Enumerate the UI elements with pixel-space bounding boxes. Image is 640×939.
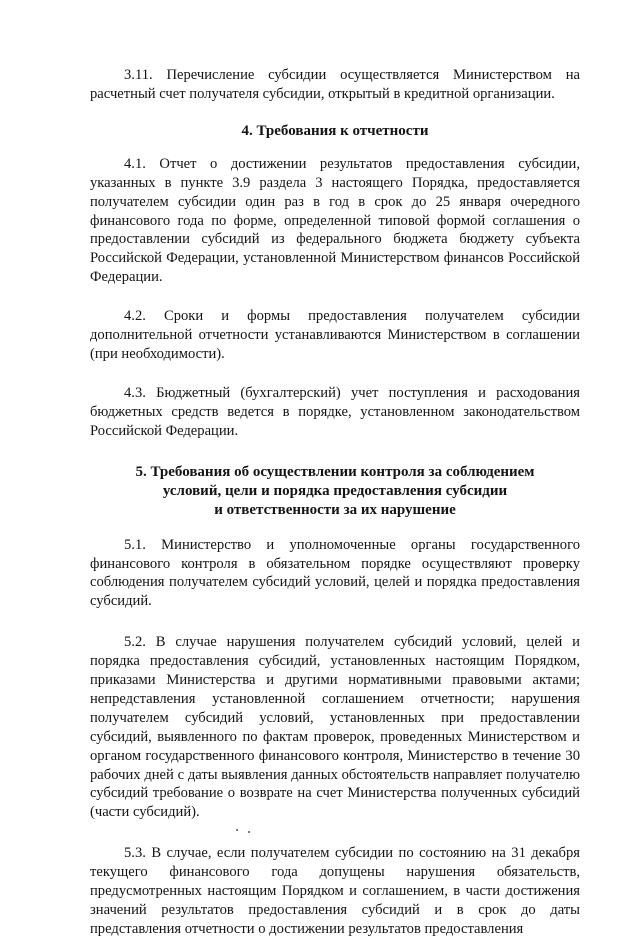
- section-5-title: [90, 463, 580, 520]
- section-5-title-line-1: 5. Требования об осуществлении контроля за соблюдением: [135, 463, 535, 480]
- section-4-title: 4. Требования к отчетности: [241, 122, 429, 139]
- paragraph-3-11: 3.11. Перечисление субсидии осуществляется Министерством на расчетный счет получателя субсидии, открытый в кредитной организации.: [90, 67, 580, 102]
- paragraph-5-1: 5.1. Министерство и уполномоченные органы государственного финансового контроля в обязательном порядке осуществляют проверку соблюдения получателем субсидий условий, целей и порядка предоставления субсидий.: [90, 536, 580, 610]
- scan-speck: [236, 829, 238, 831]
- section-5-title-line-3: и ответственности за их нарушение: [214, 501, 456, 518]
- paragraph-4-3: 4.3. Бюджетный (бухгалтерский) учет поступления и расходования бюджетных средств ведется в порядке, установленном законодательством Российской Федерации.: [90, 384, 580, 439]
- section-5-title-line-2: условий, цели и порядка предоставления субсидии: [162, 482, 508, 499]
- paragraph-4-2: 4.2. Сроки и формы предоставления получателем субсидии дополнительной отчетности устанавливаются Министерством в соглашении (при необходимости).: [90, 308, 580, 362]
- paragraph-5-2: 5.2. В случае нарушения получателем субсидий условий, целей и порядка предоставления субсидий, установленных настоящим Порядком, приказами Министерства и другими нормативными правовыми актами; непредставления установленной соглашением отчетности; нарушения получателем субсидий условий, установленных при предоставлении субсидий, выявленного по фактам проверок, проведенных Министерством и органом государственного финансового контроля, Министерство в течение 30 рабочих дней с даты выявления данных обстоятельств направляет получателю субсидий требование о возврате на счет Министерства полученных субсидий (части субсидий).: [90, 634, 580, 821]
- scan-speck: [248, 831, 250, 833]
- paragraph-4-1: 4.1. Отчет о достижении результатов предоставления субсидии, указанных в пункте 3.9 раздела 3 настоящего Порядка, предоставляется получателем субсидии один раз в год в срок до 25 января очередного финансового года по форме, определенной типовой формой соглашения о предоставлении субсидий из федерального бюджета бюджету субъекта Российской Федерации, установленной Министерством финансов Российской Федерации.: [90, 155, 580, 286]
- document-page: [90, 66, 580, 939]
- paragraph-5-3: 5.3. В случае, если получателем субсидии по состоянию на 31 декабря текущего финансового года допущены нарушения обязательств, предусмотренных настоящим Порядком и соглашением, в части достижения значений результатов предоставления субсидий и в срок до даты представления отчетности о достижении результатов предоставления: [90, 845, 580, 937]
